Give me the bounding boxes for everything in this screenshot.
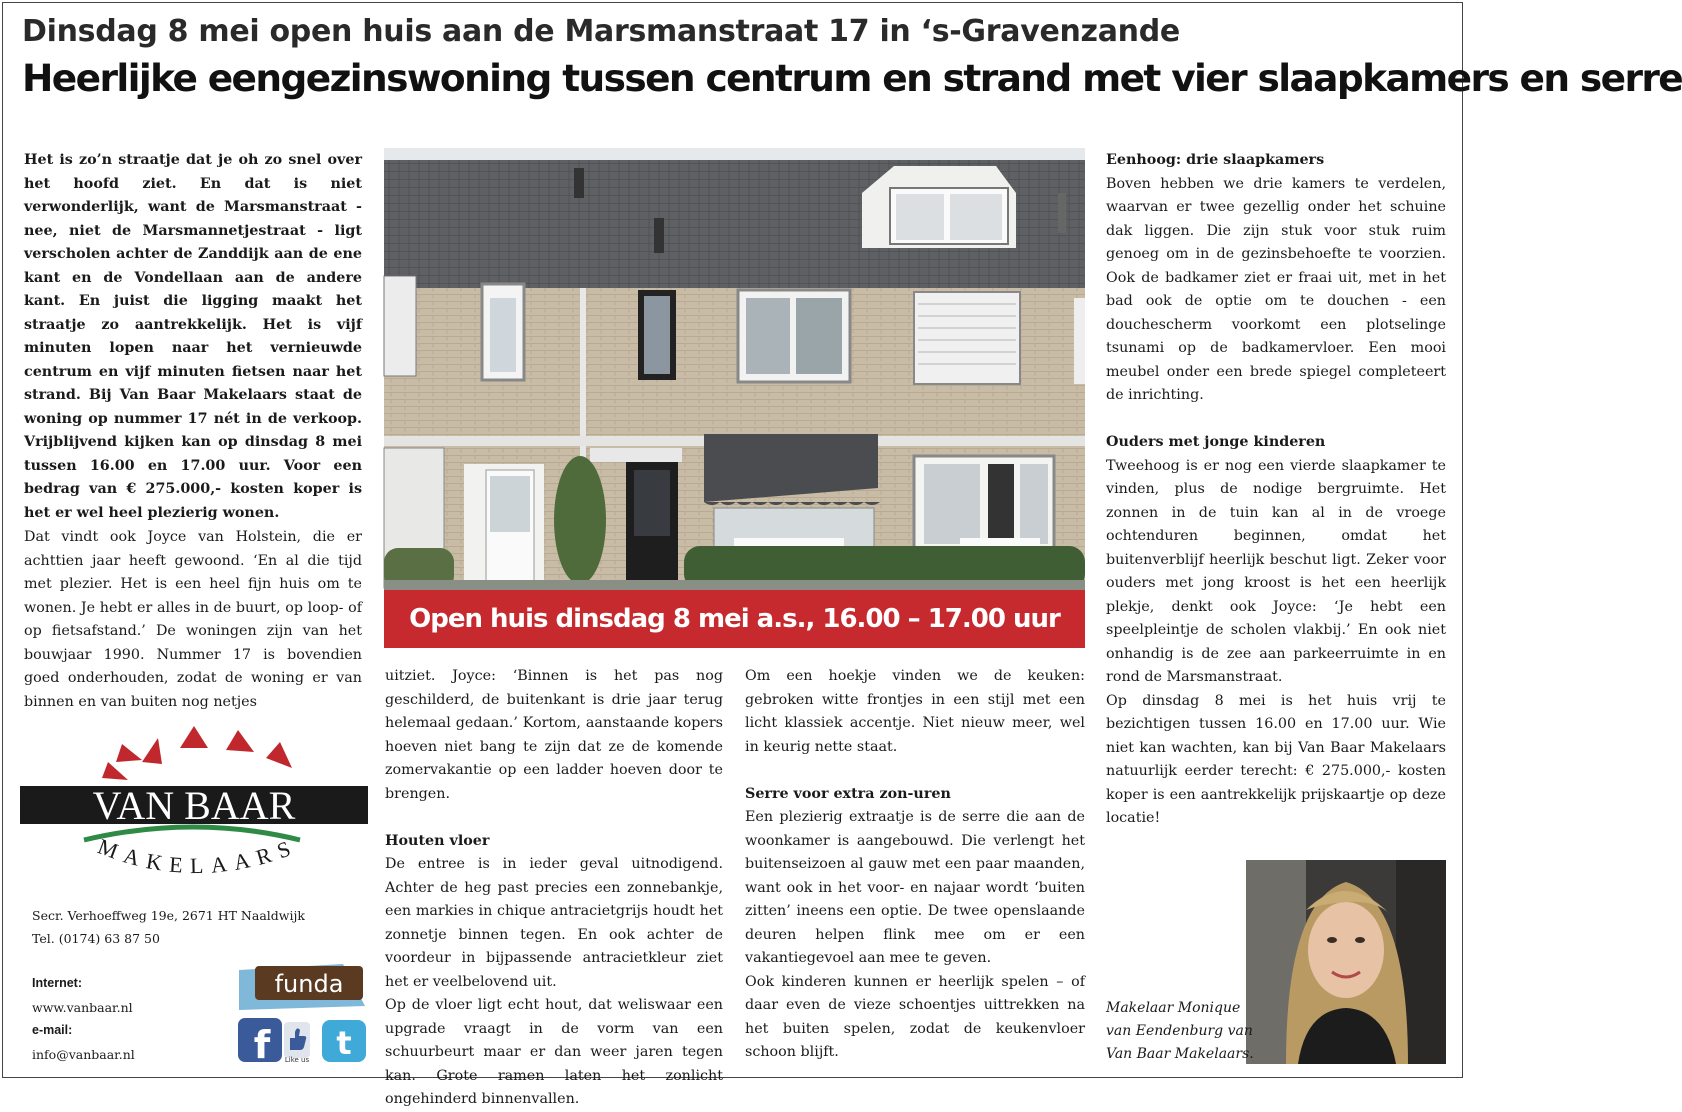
col3-paragraph-1: Om een hoekje vinden we de keuken: gebroken witte frontjes in een stijl met een licht klassiek accentje. Niet nieuw meer, wel in keurig nette staat. (745, 668, 1085, 755)
email-link[interactable]: info@vanbaar.nl (32, 1046, 135, 1062)
svg-text:t: t (336, 1024, 352, 1062)
column-3 (745, 665, 1085, 1065)
col3-subheading: Serre voor extra zon-uren (745, 785, 951, 802)
caption-line-3: Van Baar Makelaars. (1106, 1046, 1254, 1062)
logo-sub: MAKELAARS (94, 833, 302, 879)
col2-paragraph-1: uitziet. Joyce: ‘Binnen is het pas nog geschilderd, de buitenkant is drie jaar terug helemaal gedaan.’ Kortom, aanstaande kopers hoeven niet bang te zijn dat ze de komende zomervakantie op een ladder hoeven door te brengen. (385, 668, 723, 802)
email-label: e-mail: (32, 1023, 73, 1037)
address-line: Secr. Verhoeffweg 19e, 2671 HT Naaldwijk (32, 908, 305, 923)
col4-paragraph-3: Op dinsdag 8 mei is het huis vrij te bezichtigen tussen 16.00 en 17.00 uur. Wie niet kan wachten, kan bij Van Baar Makelaars natuurlijk eerder terecht: € 275.000,- kosten koper is een aantrekkelijk prijskaartje op deze locatie! (1106, 692, 1446, 826)
col4-paragraph-2: Tweehoog is er nog een vierde slaapkamer te vinden, plus de nodige bergruimte. Het zonnen in de tuin kan al in de vroege ochtenduren beginnen, omdat het buitenverblijf heerlijk beschut ligt. Zeker voor ouders met jong kroost is het een heerlijk plekje, denkt ook Joyce: ‘Je hebt een speelpleintje de scholen vlakbij.’ En ook niet onhandig is de zee aan parkeerruimte in en rond de Marsmanstraat. (1106, 457, 1446, 685)
twitter-icon[interactable] (322, 1020, 366, 1062)
phone-line: Tel. (0174) 63 87 50 (32, 931, 160, 946)
col4-subheading-2: Ouders met jonge kinderen (1106, 434, 1326, 450)
column-2 (385, 665, 723, 1112)
col2-paragraph-3: Op de vloer ligt echt hout, dat weliswaar een upgrade vraagt in de vorm van een schuurbeurt maar er dan weer jaren tegen kan. Grote ramen laten het zonlicht ongehinderd binnenvallen. (385, 997, 723, 1107)
logo-name: VAN BAAR (92, 783, 296, 828)
portrait-caption (1106, 997, 1254, 1066)
kicker-title: Dinsdag 8 mei open huis aan de Marsmanstraat 17 in ‘s-Gravenzande (22, 14, 1180, 49)
contact-block (32, 972, 135, 1066)
van-baar-logo (18, 722, 370, 892)
funda-logo[interactable] (237, 962, 367, 1012)
caption-line-2: van Eendenburg van (1106, 1023, 1253, 1039)
col3-paragraph-3: Ook kinderen kunnen er heerlijk spelen – of daar even de vieze schoentjes uittrekken na het buiten spelen, zodat de keukenvloer schoon blijft. (745, 973, 1085, 1060)
col3-paragraph-2: Een plezierig extraatje is de serre die aan de woonkamer is aangebouwd. Die verlengt het buitenseizoen al gauw met een paar maanden, want ook in het voor- en najaar wordt ‘buiten zitten’ ineens een optie. De twee openslaande deuren helpen flink mee om er een vakantiegevoel aan mee te geven. (745, 809, 1085, 966)
like-label: Like us (284, 1056, 310, 1064)
body-paragraph-1: Dat vindt ook Joyce van Holstein, die er achttien jaar heeft gewoond. ‘En al die tijd met plezier. Het is een heel fijn huis om te wonen. Je hebt er alles in de buurt, op loop- of op fietsafstand.’ De woningen zijn van het bouwjaar 1990. Nummer 17 is bovendien goed onderhouden, zodat de woning er van binnen en van buiten nog netjes (24, 529, 362, 710)
col2-subheading: Houten vloer (385, 832, 490, 849)
lead-paragraph: Het is zo’n straatje dat je oh zo snel over het hoofd ziet. En dat is niet verwonderlijk, want de Marsmanstraat - nee, niet de Marsmannetjestraat - ligt verscholen achter de Zanddijk aan de ene kant en de Vondellaan aan de andere kant. En juist die ligging maakt het straatje zo aantrekkelijk. Het is vijf minuten lopen naar het vernieuwde centrum en vijf minuten fietsen naar het strand. Bij Van Baar Makelaars staat de woning op nummer 17 nét in de verkoop. Vrijblijvend kijken kan op dinsdag 8 mei tussen 16.00 en 17.00 uur. Voor een bedrag van € 275.000,- kosten koper is het er wel heel plezierig wonen. (24, 152, 362, 521)
address-block (32, 904, 305, 950)
col4-paragraph-1: Boven hebben we drie kamers te verdelen, waarvan er twee gezellig onder het schuine dak liggen. Die zijn stuk voor stuk ruim genoeg om in de gezinsbehoefte te voorzien. Ook de badkamer ziet er fraai uit, met in het bad ook de optie om te douchen - een douchescherm voorkomt een plotselinge tsunami op de badkamervloer. Een mooi meubel onder een brede spiegel completeert de inrichting. (1106, 175, 1446, 403)
website-link[interactable]: www.vanbaar.nl (32, 999, 133, 1015)
caption-line-1: Makelaar Monique (1106, 1000, 1241, 1016)
social-icons (236, 1016, 372, 1066)
open-house-banner: Open huis dinsdag 8 mei a.s., 16.00 – 17.00 uur (384, 590, 1085, 648)
funda-text: funda (274, 970, 344, 998)
col2-paragraph-2: De entree is in ieder geval uitnodigend. Achter de heg past precies een zonnebankje, een markies in chique antracietgrijs houdt het zonnetje binnen tegen. En ook achter de voordeur in bijpassende antracietkleur ziet het er veelbelovend uit. (385, 856, 723, 990)
like-icon[interactable] (284, 1022, 310, 1064)
internet-label: Internet: (32, 976, 82, 990)
svg-text:f: f (253, 1023, 271, 1067)
facebook-icon[interactable] (238, 1018, 282, 1067)
column-4 (1106, 149, 1446, 831)
house-photo (384, 148, 1085, 590)
realtor-portrait (1246, 860, 1446, 1064)
col4-subheading-1: Eenhoog: drie slaapkamers (1106, 152, 1325, 168)
headline: Heerlijke eengezinswoning tussen centrum en strand met vier slaapkamers en serre (22, 56, 1682, 100)
